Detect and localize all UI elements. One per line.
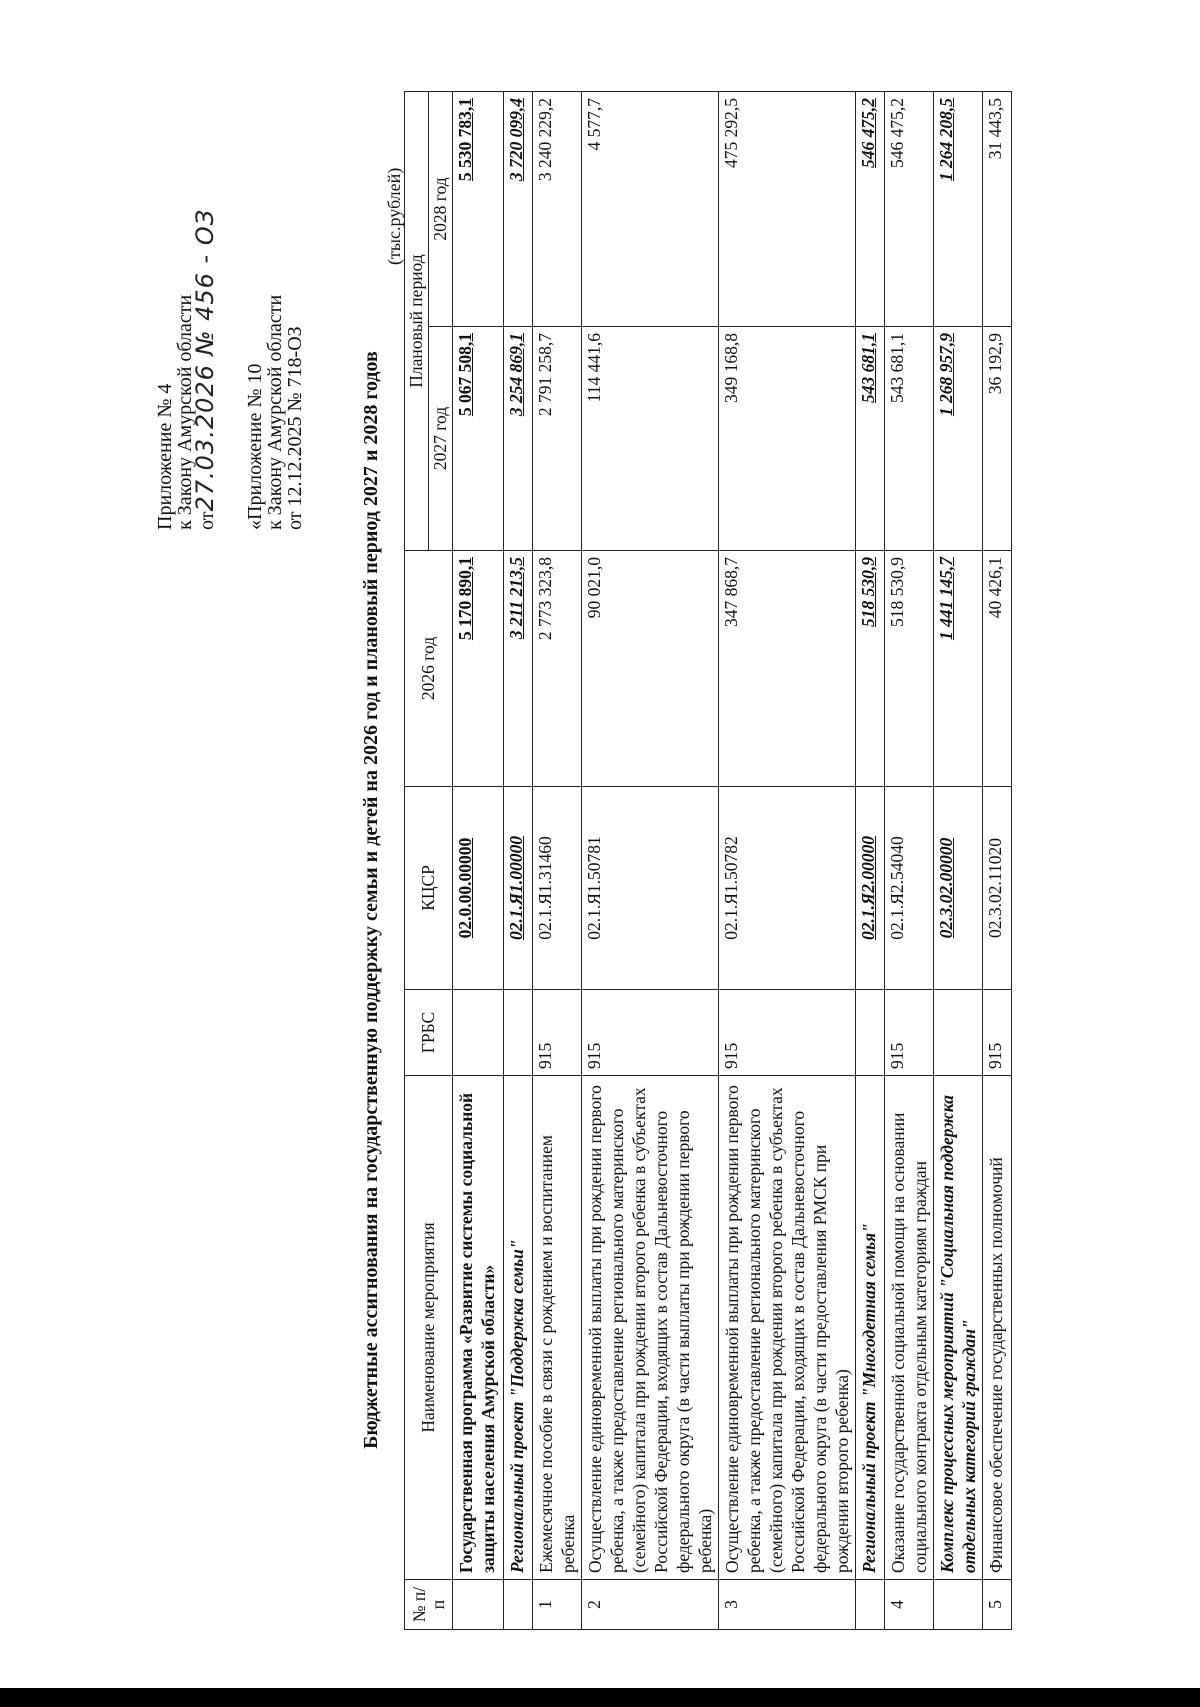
cell-name: Осуществление единовременной выплаты при рождении первого ребенка, а также предоставление регионального материнского (семейного) капитала при рождении второго ребенка в субъектах Российской Федерации, входящих в состав Дальневосточного федерального округа (в части предоставления РМСК при рождении второго ребенка) <box>719 1076 856 1580</box>
cell-2027: 349 168,8 <box>719 327 856 551</box>
cell-grbs: 915 <box>885 990 934 1076</box>
cell-kcsr: 02.0.00.00000 <box>453 787 504 990</box>
cell-grbs <box>504 990 533 1076</box>
cell-grbs <box>856 990 885 1076</box>
rotated-page <box>0 60 1120 1660</box>
cell-grbs <box>934 990 983 1076</box>
cell-2028: 1 264 208,5 <box>934 91 983 326</box>
cell-num: 1 <box>533 1580 582 1630</box>
cell-kcsr: 02.1.Я2.54040 <box>885 787 934 990</box>
cell-2027: 5 067 508,1 <box>453 327 504 551</box>
cell-num <box>856 1580 885 1630</box>
cell-kcsr: 02.1.Я2.00000 <box>856 787 885 990</box>
cell-2026: 90 021,0 <box>582 551 719 787</box>
cell-name: Ежемесячное пособие в связи с рождением и воспитанием ребенка <box>533 1076 582 1580</box>
cell-grbs <box>453 990 504 1076</box>
annex-date-prefix: от <box>196 511 218 530</box>
previous-annex-line-2: к Закону Амурской области <box>264 294 286 530</box>
cell-2026: 518 530,9 <box>856 551 885 787</box>
annex-line-2: к Закону Амурской области <box>174 294 196 530</box>
table-row <box>582 91 719 1629</box>
cell-2028: 3 240 229,2 <box>533 91 582 326</box>
cell-num: 2 <box>582 1580 719 1630</box>
cell-2026: 3 211 213,5 <box>504 551 533 787</box>
cell-name: Комплекс процессных мероприятий "Социальная поддержка отдельных категорий граждан" <box>934 1076 983 1580</box>
unit-label: (тыс.рублей) <box>384 167 404 265</box>
table-row <box>983 91 1012 1629</box>
header-num: № п/п <box>405 1580 453 1630</box>
cell-2026: 347 868,7 <box>719 551 856 787</box>
cell-2028: 3 720 099,4 <box>504 91 533 326</box>
cell-grbs: 915 <box>533 990 582 1076</box>
table-row <box>934 91 983 1629</box>
cell-2027: 543 681,1 <box>856 327 885 551</box>
cell-grbs: 915 <box>983 990 1012 1076</box>
cell-2027: 114 441,6 <box>582 327 719 551</box>
cell-2028: 31 443,5 <box>983 91 1012 326</box>
cell-2028: 5 530 783,1 <box>453 91 504 326</box>
cell-2028: 475 292,5 <box>719 91 856 326</box>
table-header-row-1 <box>405 91 429 1629</box>
cell-2026: 40 426,1 <box>983 551 1012 787</box>
cell-kcsr: 02.1.Я1.50782 <box>719 787 856 990</box>
cell-2026: 2 773 323,8 <box>533 551 582 787</box>
header-kcsr: КЦСР <box>405 787 453 990</box>
header-2027: 2027 год <box>429 327 453 551</box>
cell-2028: 546 475,2 <box>856 91 885 326</box>
cell-num <box>453 1580 504 1630</box>
scan-bottom-edge <box>0 1688 1200 1707</box>
cell-2027: 1 268 957,9 <box>934 327 983 551</box>
table-row <box>533 91 582 1629</box>
cell-num <box>934 1580 983 1630</box>
cell-name: Осуществление единовременной выплаты при рождении первого ребенка, а также предоставление регионального материнского (семейного) капитала при рождении второго ребенка в субъектах Российской Федерации, входящих в состав Дальневосточного федерального округа (в части выплаты при рождении первого ребенка) <box>582 1076 719 1580</box>
cell-num: 4 <box>885 1580 934 1630</box>
cell-num: 3 <box>719 1580 856 1630</box>
table-row <box>719 91 856 1629</box>
handwritten-date-number: 27.03.2026 № 456 - ОЗ <box>191 208 219 512</box>
cell-2027: 543 681,1 <box>885 327 934 551</box>
header-2028: 2028 год <box>429 91 453 326</box>
header-grbs: ГРБС <box>405 990 453 1076</box>
annex-line-1: Приложение № 4 <box>154 383 176 530</box>
annex-header <box>155 170 305 530</box>
table-row <box>856 91 885 1629</box>
cell-kcsr: 02.3.02.11020 <box>983 787 1012 990</box>
document-title: Бюджетные ассигнования на государственную поддержку семьи и детей на 2026 год и плановый период 2027 и 2028 годов <box>360 351 382 1449</box>
table-row <box>885 91 934 1629</box>
cell-2027: 36 192,9 <box>983 327 1012 551</box>
cell-2028: 4 577,7 <box>582 91 719 326</box>
cell-name: Финансовое обеспечение государственных полномочий <box>983 1076 1012 1580</box>
cell-kcsr: 02.1.Я1.00000 <box>504 787 533 990</box>
header-name: Наименование мероприятия <box>405 1076 453 1580</box>
cell-name: Оказание государственной социальной помощи на основании социального контракта отдельным категориям граждан <box>885 1076 934 1580</box>
previous-annex-line-3: от 12.12.2025 № 718-ОЗ <box>284 326 306 530</box>
cell-grbs: 915 <box>582 990 719 1076</box>
cell-2028: 546 475,2 <box>885 91 934 326</box>
cell-2027: 2 791 258,7 <box>533 327 582 551</box>
cell-2027: 3 254 869,1 <box>504 327 533 551</box>
cell-num: 5 <box>983 1580 1012 1630</box>
cell-kcsr: 02.1.Я1.50781 <box>582 787 719 990</box>
header-planned-period: Плановый период <box>405 91 429 550</box>
cell-2026: 1 441 145,7 <box>934 551 983 787</box>
budget-table <box>404 91 1012 1630</box>
cell-kcsr: 02.1.Я1.31460 <box>533 787 582 990</box>
cell-name: Региональный проект "Многодетная семья" <box>856 1076 885 1580</box>
cell-name: Государственная программа «Развитие системы социальной защиты населения Амурской области» <box>453 1076 504 1580</box>
cell-kcsr: 02.3.02.00000 <box>934 787 983 990</box>
cell-name: Региональный проект "Поддержка семьи" <box>504 1076 533 1580</box>
annex-line-3 <box>191 170 219 530</box>
cell-grbs: 915 <box>719 990 856 1076</box>
cell-2026: 518 530,9 <box>885 551 934 787</box>
table-row <box>453 91 504 1629</box>
cell-num <box>504 1580 533 1630</box>
cell-2026: 5 170 890,1 <box>453 551 504 787</box>
header-2026: 2026 год <box>405 551 453 787</box>
previous-annex-line-1: «Приложение № 10 <box>244 363 266 530</box>
table-row <box>504 91 533 1629</box>
